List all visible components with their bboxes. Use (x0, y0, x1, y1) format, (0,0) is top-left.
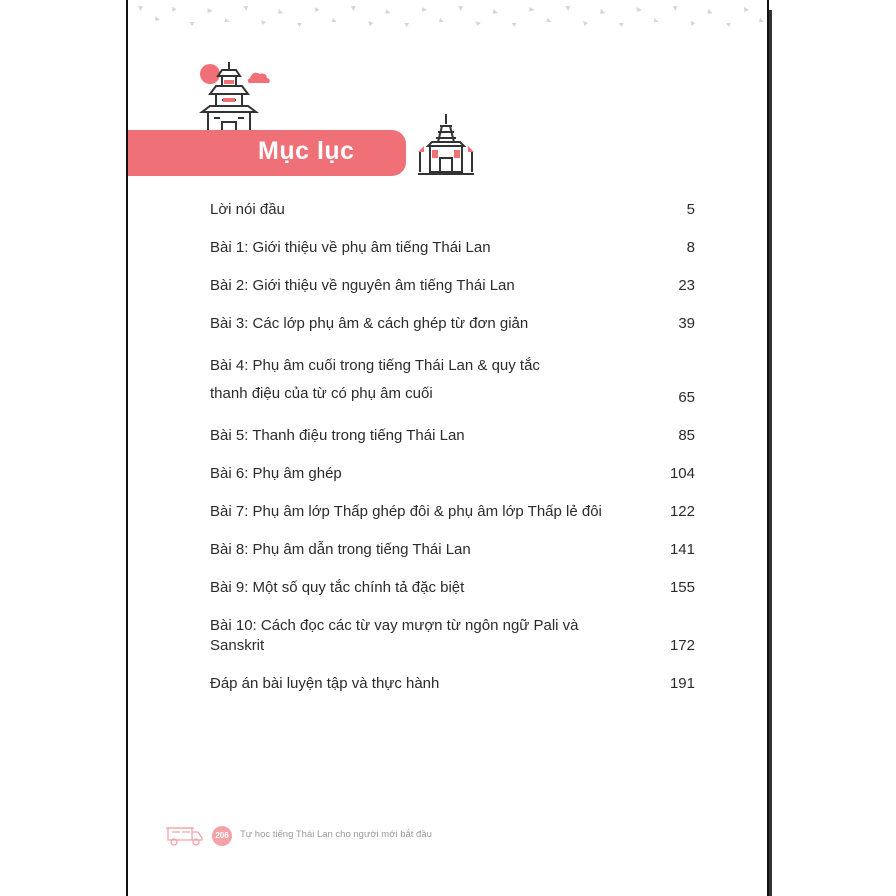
tuk-tuk-icon (164, 822, 204, 846)
toc-item[interactable] (210, 352, 695, 408)
toc-item-page: 104 (669, 465, 695, 482)
toc-item-title: Đáp án bài luyện tập và thực hành (210, 675, 440, 692)
toc-item-title-line2: thanh điệu của từ có phụ âm cuối (210, 385, 433, 402)
toc-item-title: Bài 1: Giới thiệu về phụ âm tiếng Thái Lan (210, 239, 491, 256)
toc-item[interactable] (210, 616, 695, 656)
toc-item-title: Bài 2: Giới thiệu về nguyên âm tiếng Thái Lan (210, 277, 515, 294)
toc-item-page: 5 (686, 201, 695, 218)
toc-item-page: 122 (669, 503, 695, 520)
toc-item-title: Bài 9: Một số quy tắc chính tả đặc biệt (210, 579, 465, 596)
toc-item-title: Bài 7: Phụ âm lớp Thấp ghép đôi & phụ âm lớp Thấp lẻ đôi (210, 503, 602, 520)
toc-item-page: 8 (686, 239, 695, 256)
toc-item-title-line1: Bài 4: Phụ âm cuối trong tiếng Thái Lan & quy tắc (210, 357, 540, 374)
toc-item[interactable] (210, 540, 695, 560)
page-shadow (769, 10, 772, 896)
temple-illustration-icon (414, 112, 478, 178)
toc-item[interactable] (210, 674, 695, 694)
toc-item-page: 65 (678, 389, 695, 406)
toc-item[interactable] (210, 464, 695, 484)
toc-item[interactable] (210, 314, 695, 334)
toc-item-title: Bài 6: Phụ âm ghép (210, 465, 342, 482)
toc-item[interactable] (210, 502, 695, 522)
toc-item-page: 191 (669, 675, 695, 692)
toc-item-page: 155 (669, 579, 695, 596)
page-title: Mục lục (258, 137, 355, 165)
toc-item-page: 23 (678, 277, 695, 294)
toc-item-title: Lời nói đầu (210, 201, 285, 218)
page-number-badge: 206 (212, 826, 232, 846)
toc-item-title: Bài 8: Phụ âm dẫn trong tiếng Thái Lan (210, 541, 471, 558)
toc-item-page: 85 (678, 427, 695, 444)
toc-item-title: Bài 5: Thanh điệu trong tiếng Thái Lan (210, 427, 465, 444)
table-of-contents (210, 200, 695, 712)
toc-item[interactable] (210, 578, 695, 598)
confetti-border (128, 0, 767, 34)
book-page (126, 0, 769, 896)
toc-item[interactable] (210, 238, 695, 258)
toc-item-page: 172 (669, 637, 695, 654)
toc-item[interactable] (210, 276, 695, 296)
toc-item-title: Bài 10: Cách đọc các từ vay mượn từ ngôn ngữ Pali và Sanskrit (210, 617, 579, 654)
page-footer (164, 822, 524, 848)
book-title: Tự học tiếng Thái Lan cho người mới bắt đầu (240, 829, 432, 840)
toc-item-page: 39 (678, 315, 695, 332)
toc-item-title: Bài 3: Các lớp phụ âm & cách ghép từ đơn giản (210, 315, 529, 332)
toc-item-page: 141 (669, 541, 695, 558)
pagoda-illustration-icon (188, 56, 270, 140)
toc-item[interactable] (210, 426, 695, 446)
toc-item[interactable] (210, 200, 695, 220)
